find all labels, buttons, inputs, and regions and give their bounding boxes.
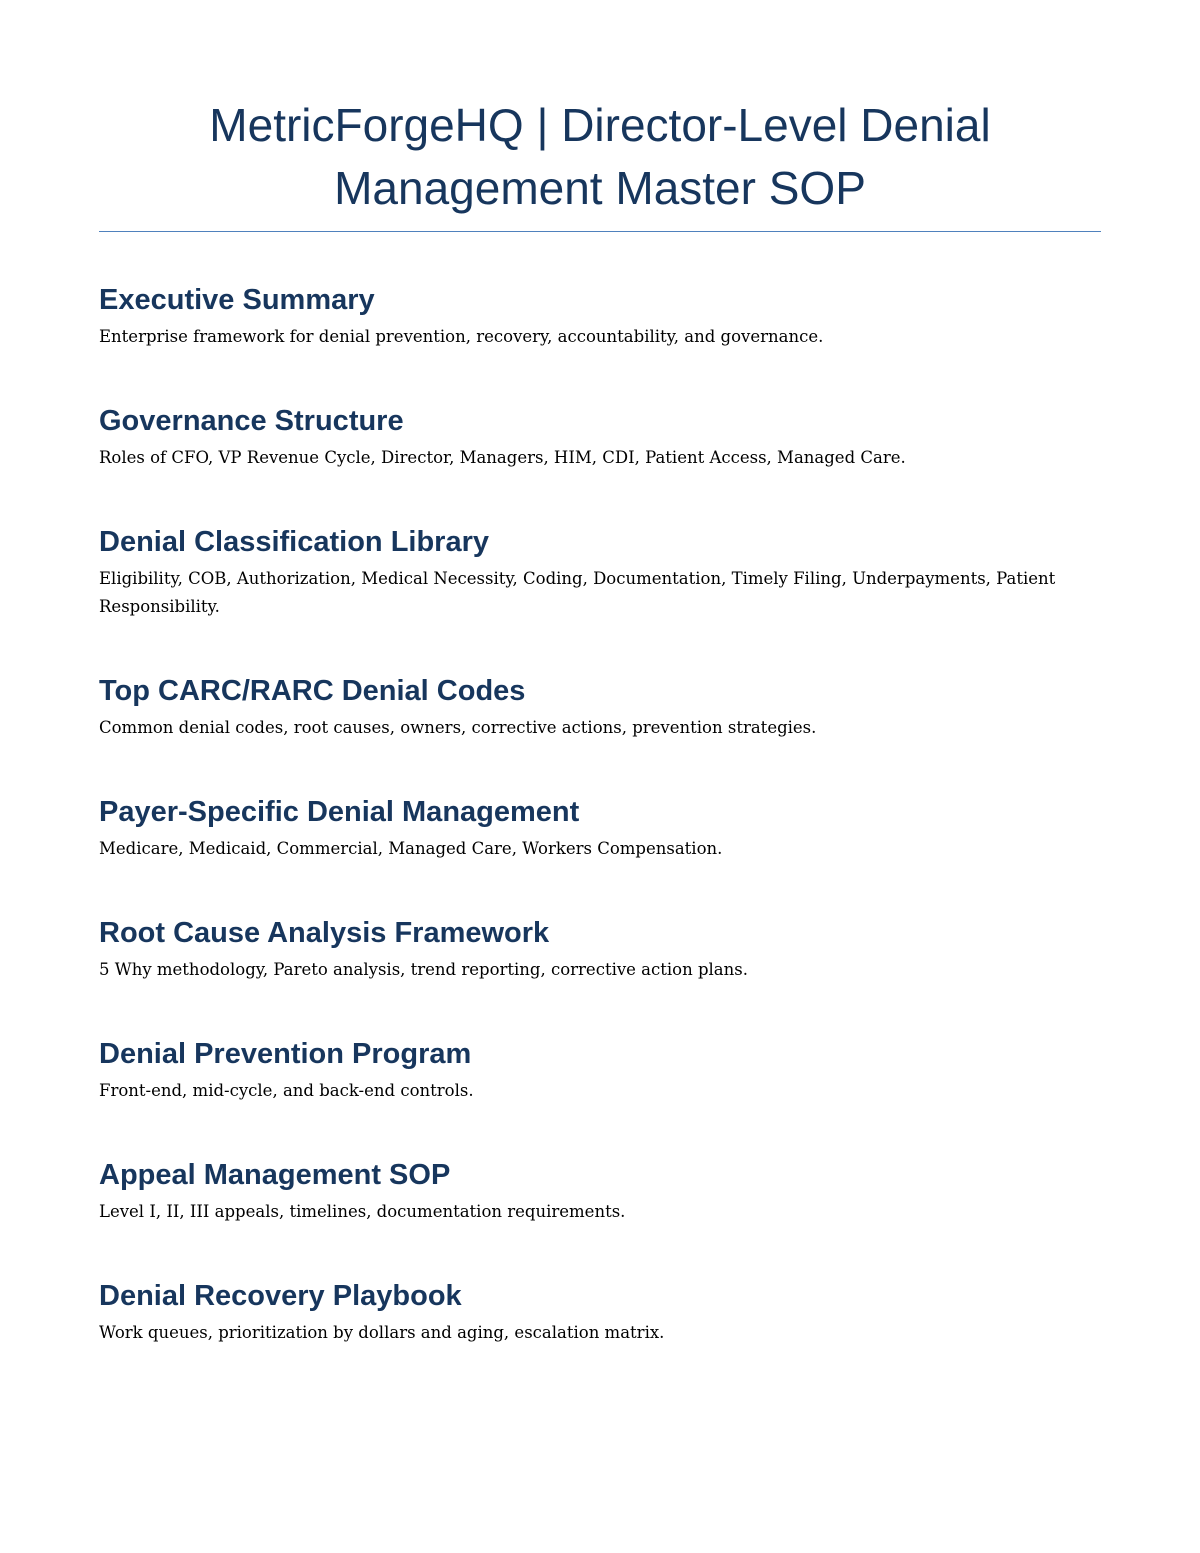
section-body: Enterprise framework for denial prevention, recovery, accountability, and governance. [99,327,824,346]
section-denial-prevention-program [99,1034,1101,1105]
section-body: Eligibility, COB, Authorization, Medical Necessity, Coding, Documentation, Timely Filing, Underpayments, Patient Responsibility. [99,569,1056,616]
section-body: Roles of CFO, VP Revenue Cycle, Director, Managers, HIM, CDI, Patient Access, Managed Care. [99,448,906,467]
document-title: MetricForgeHQ | Director-Level Denial Management Master SOP [209,99,991,214]
section-root-cause-analysis-framework [99,913,1101,984]
section-heading: Appeal Management SOP [99,1159,451,1191]
section-top-carc-rarc-denial-codes [99,671,1101,742]
section-denial-classification-library [99,522,1101,621]
section-heading: Governance Structure [99,405,404,437]
section-executive-summary [99,280,1101,351]
section-body: Work queues, prioritization by dollars and aging, escalation matrix. [99,1323,665,1342]
section-heading: Root Cause Analysis Framework [99,917,550,949]
section-body: Front-end, mid-cycle, and back-end controls. [99,1081,474,1100]
section-heading: Denial Classification Library [99,526,490,558]
section-body: Level I, II, III appeals, timelines, documentation requirements. [99,1202,626,1221]
section-governance-structure [99,401,1101,472]
title-divider [99,231,1101,232]
section-heading: Denial Recovery Playbook [99,1280,462,1312]
section-heading: Top CARC/RARC Denial Codes [99,675,526,707]
section-heading: Executive Summary [99,284,375,316]
section-body: 5 Why methodology, Pareto analysis, trend reporting, corrective action plans. [99,960,748,979]
section-appeal-management-sop [99,1155,1101,1226]
document-page [99,0,1101,1347]
section-list [99,280,1101,1347]
section-heading: Denial Prevention Program [99,1038,472,1070]
section-body: Medicare, Medicaid, Commercial, Managed Care, Workers Compensation. [99,839,723,858]
section-heading: Payer-Specific Denial Management [99,796,580,828]
section-body: Common denial codes, root causes, owners, corrective actions, prevention strategies. [99,718,817,737]
section-denial-recovery-playbook [99,1276,1101,1347]
section-payer-specific-denial-management [99,792,1101,863]
